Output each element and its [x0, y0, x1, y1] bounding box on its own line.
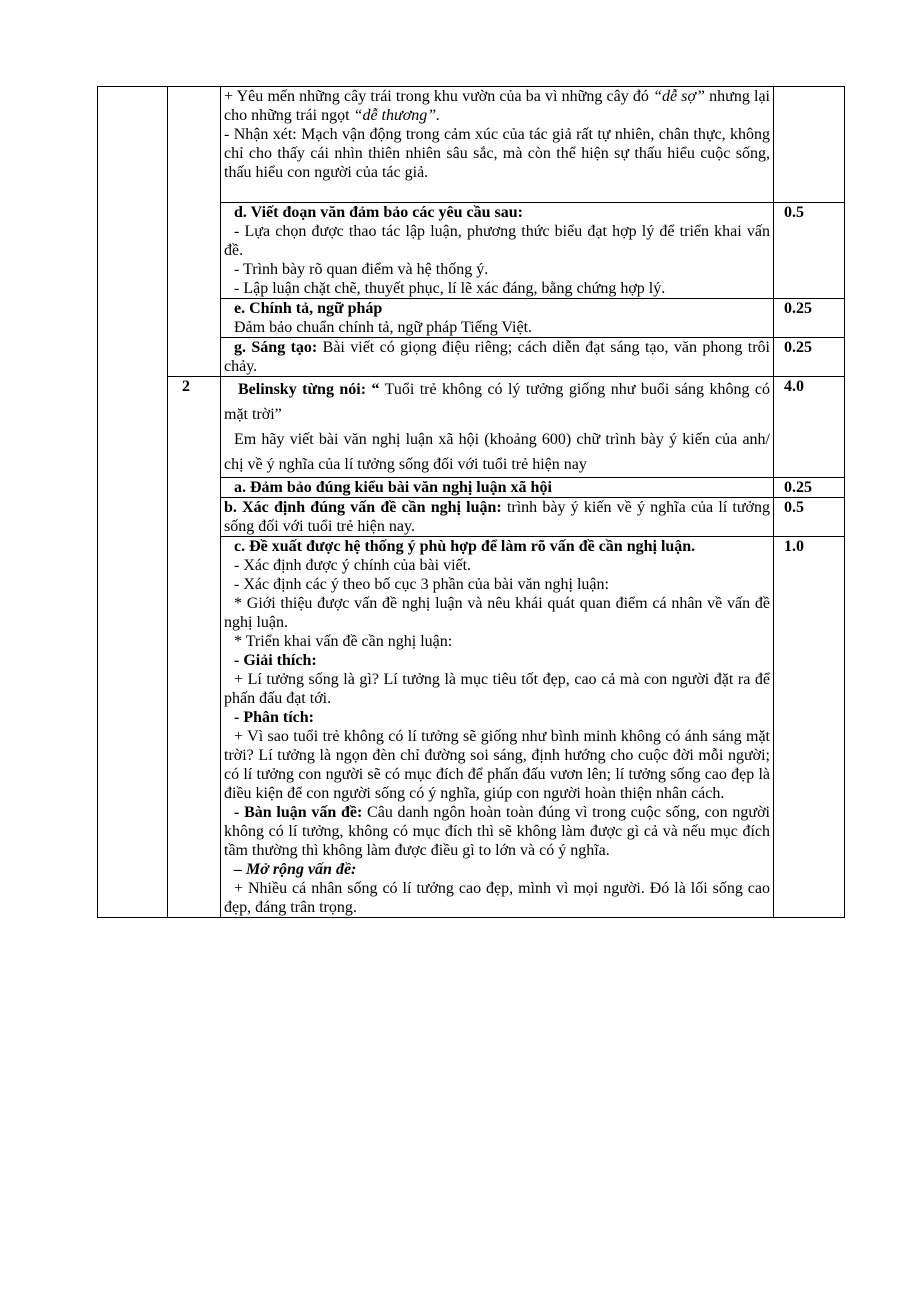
- text-line: Bài viết có giọng điệu riêng; cách diễn đạt sáng tạo, văn phong trôi chảy.: [224, 339, 771, 375]
- text-line: Câu danh ngôn hoàn toàn đúng vì trong cuộc sống, con người không có lí tưởng, không có mục đích thì sẽ không làm được gì cả và nếu mục đích tầm thường thì không làm được điều gì to lớn và có ý nghĩa.: [224, 804, 770, 859]
- score-value: 0.5: [774, 498, 845, 537]
- score-value: 0.25: [774, 299, 845, 338]
- text-line: + Yêu mến những cây trái trong khu vườn của ba vì những cây đó: [224, 88, 654, 105]
- text-line: Đảm bảo chuẩn chính tả, ngữ pháp Tiếng Việt.: [234, 319, 533, 336]
- section-heading: - Giải thích:: [234, 652, 317, 669]
- criterion-heading: c. Đề xuất được hệ thống ý phù hợp để làm rõ vấn đề cần nghị luận.: [234, 538, 696, 555]
- content-cell: [221, 338, 774, 377]
- content-cell: [221, 498, 774, 537]
- score-value: 1.0: [774, 537, 845, 918]
- criterion-heading: b. Xác định đúng vấn đề cần nghị luận:: [224, 499, 502, 516]
- text-line: Em hãy viết bài văn nghị luận xã hội (khoảng 600) chữ trình bày ý kiến của anh/ chị về ý nghĩa của lí tưởng sống đối với tuổi trẻ hiện nay: [224, 431, 770, 473]
- text-line: - Trình bày rõ quan điểm và hệ thống ý.: [234, 261, 489, 278]
- quote-text: “dễ thương”.: [353, 107, 441, 124]
- score-value: 0.5: [774, 203, 845, 299]
- text-line: nhưng lại cho những trái ngọt: [224, 88, 770, 124]
- text-line: - Lựa chọn được thao tác lập luận, phương thức biểu đạt hợp lý để triển khai vấn đề.: [224, 223, 770, 259]
- text-line: + Vì sao tuổi trẻ không có lí tưởng sẽ giống như bình minh không có ánh sáng mặt trời? Lí tưởng là ngọn đèn chỉ đường soi sáng, định hướng cho cuộc đời mỗi người; có lí tưởng con người sẽ có mục đích để phấn đấu vươn lên; lí tưởng sống cao đẹp là điều kiện để con người sống có ý nghĩa, giúp con người hoàn thiện nhân cách.: [224, 728, 770, 802]
- criterion-heading: g. Sáng tạo:: [234, 339, 318, 356]
- score-value: 4.0: [774, 377, 845, 478]
- part-cell: [98, 87, 168, 918]
- answer-key-table: [97, 86, 845, 918]
- criterion-heading: a. Đảm bảo đúng kiểu bài văn nghị luận xã hội: [234, 479, 552, 496]
- score-value: 0.25: [774, 338, 845, 377]
- quote-text: “dễ sợ”: [653, 88, 705, 105]
- question-number: 2: [168, 377, 221, 918]
- text-line: * Triển khai vấn đề cần nghị luận:: [234, 633, 453, 650]
- content-cell: [221, 537, 774, 918]
- content-cell: [221, 299, 774, 338]
- content-cell: [221, 87, 774, 203]
- section-heading: - Phân tích:: [234, 709, 314, 726]
- criterion-heading: e. Chính tả, ngữ pháp: [234, 300, 383, 317]
- text-line: - Lập luận chặt chẽ, thuyết phục, lí lẽ xác đáng, bằng chứng hợp lý.: [234, 280, 666, 297]
- table-row: [98, 87, 845, 203]
- section-heading: – Mở rộng vấn đề:: [234, 861, 357, 878]
- criterion-heading: Belinsky từng nói: “: [238, 381, 380, 398]
- text-line: Tuổi trẻ không có lý tưởng giống như buổi sáng không có mặt trời”: [224, 381, 771, 423]
- section-heading: - Bàn luận vấn đề:: [234, 804, 363, 821]
- content-cell: [221, 203, 774, 299]
- text-line: - Xác định các ý theo bố cục 3 phần của bài văn nghị luận:: [234, 576, 609, 593]
- score-cell: [774, 87, 845, 203]
- table-row: [98, 377, 845, 478]
- score-value: 0.25: [774, 478, 845, 498]
- text-line: - Nhận xét: Mạch vận động trong cảm xúc của tác giả rất tự nhiên, chân thực, không chỉ cho thấy cái nhìn thiên nhiên sâu sắc, mà còn thể hiện sự thấu hiểu cuộc sống, thấu hiểu con người của tác giả.: [224, 126, 770, 181]
- text-line: trình bày ý kiến về ý nghĩa của lí tưởng sống đối với tuổi trẻ hiện nay.: [224, 499, 770, 535]
- text-line: - Xác định được ý chính của bài viết.: [234, 557, 472, 574]
- content-cell: [221, 377, 774, 478]
- question-cell: [168, 87, 221, 377]
- text-line: + Lí tưởng sống là gì? Lí tưởng là mục tiêu tốt đẹp, cao cả mà con người đặt ra để phấn đấu đạt tới.: [224, 671, 770, 707]
- criterion-heading: d. Viết đoạn văn đảm bảo các yêu cầu sau:: [234, 204, 523, 221]
- text-line: * Giới thiệu được vấn đề nghị luận và nêu khái quát quan điểm cá nhân về vấn đề nghị luận.: [224, 595, 770, 631]
- content-cell: [221, 478, 774, 498]
- text-line: + Nhiều cá nhân sống có lí tưởng cao đẹp, mình vì mọi người. Đó là lối sống cao đẹp, đáng trân trọng.: [224, 880, 770, 916]
